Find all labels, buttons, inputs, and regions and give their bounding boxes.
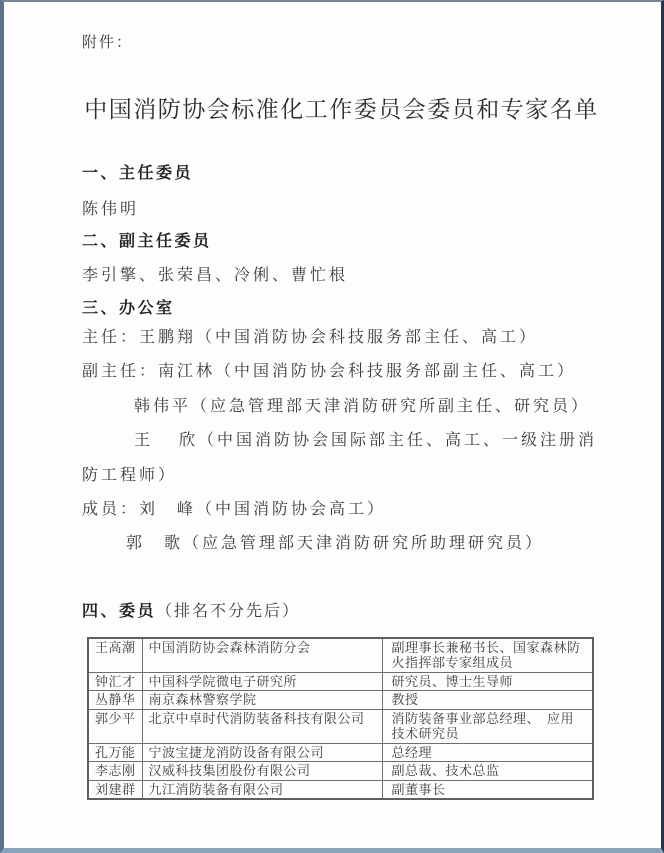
member-position-cell: 总经理 bbox=[382, 743, 593, 762]
member-org-cell: 九江消防装备有限公司 bbox=[142, 780, 382, 799]
member-org-cell: 南京森林警察学院 bbox=[142, 691, 382, 710]
section-heading-text: 三、办公室 bbox=[82, 300, 175, 317]
member-position-cell: 副董事长 bbox=[382, 780, 593, 799]
member-org-cell: 宁波宝捷龙消防设备有限公司 bbox=[142, 743, 382, 762]
member-position-cell: 教授 bbox=[382, 691, 593, 710]
body-line: 王 欣（中国消防协会国际部主任、高工、一级注册消 bbox=[134, 432, 598, 450]
page-content bbox=[4, 2, 661, 800]
member-name-cell: 丛静华 bbox=[88, 691, 142, 710]
section-heading bbox=[82, 230, 601, 254]
section-heading bbox=[82, 162, 601, 186]
table-row bbox=[88, 780, 593, 799]
section-heading-text: 一、主任委员 bbox=[82, 165, 194, 182]
section-heading bbox=[82, 600, 601, 624]
section-heading-text: 二、副主任委员 bbox=[82, 233, 212, 250]
member-org-cell: 中国消防协会森林消防分会 bbox=[142, 638, 382, 673]
section-heading-text: 四、委员 bbox=[82, 602, 157, 620]
body-line: 主任：王鹏翔（中国消防协会科技服务部主任、高工） bbox=[82, 329, 539, 346]
members-table bbox=[87, 637, 594, 801]
section-heading bbox=[82, 297, 601, 321]
member-position-cell: 副理事长兼秘书长、国家森林防火指挥部专家组成员 bbox=[382, 638, 593, 673]
member-position-cell: 研究员、博士生导师 bbox=[382, 672, 593, 691]
member-org-cell: 北京中卓时代消防装备科技有限公司 bbox=[142, 709, 382, 743]
section-heading-suffix: （排名不分先后） bbox=[156, 602, 301, 620]
table-row bbox=[88, 762, 593, 781]
section-3 bbox=[82, 297, 601, 562]
body-line: 韩伟平（应急管理部天津消防研究所副主任、研究员） bbox=[134, 397, 591, 415]
body-line: 李引擎、张荣昌、冷俐、曹忙根 bbox=[82, 267, 349, 284]
table-row bbox=[88, 691, 593, 710]
member-name-cell: 刘建群 bbox=[88, 780, 142, 799]
table-row bbox=[88, 709, 593, 743]
table-row bbox=[88, 743, 593, 762]
table-row bbox=[88, 638, 593, 673]
section-2 bbox=[82, 230, 601, 288]
document-body bbox=[82, 162, 601, 800]
body-line: 陈伟明 bbox=[82, 201, 140, 218]
body-line: 成员：刘 峰（中国消防协会高工） bbox=[82, 501, 387, 519]
member-name-cell: 郭少平 bbox=[88, 709, 142, 743]
member-position-cell: 消防装备事业部总经理、 应用技术研究员 bbox=[382, 709, 593, 743]
member-name-cell: 王高潮 bbox=[88, 638, 142, 673]
body-line: 副主任：南江林（中国消防协会科技服务部副主任、高工） bbox=[82, 363, 577, 381]
member-position-cell: 副总裁、技术总监 bbox=[382, 762, 593, 781]
attachment-label: 附件： bbox=[82, 35, 134, 51]
body-line: 防工程师） bbox=[82, 466, 178, 484]
table-row bbox=[88, 672, 593, 691]
member-name-cell: 钟汇才 bbox=[88, 672, 142, 691]
member-name-cell: 李志刚 bbox=[88, 762, 142, 781]
section-4 bbox=[82, 600, 601, 624]
member-org-cell: 中国科学院微电子研究所 bbox=[142, 672, 382, 691]
member-org-cell: 汉威科技集团股份有限公司 bbox=[142, 762, 382, 781]
page-title: 中国消防协会标准化工作委员会委员和专家名单 bbox=[84, 97, 599, 122]
section-1 bbox=[82, 162, 601, 222]
body-line: 郭 歌（应急管理部天津消防研究所助理研究员） bbox=[126, 535, 545, 553]
member-name-cell: 孔万能 bbox=[88, 743, 142, 762]
